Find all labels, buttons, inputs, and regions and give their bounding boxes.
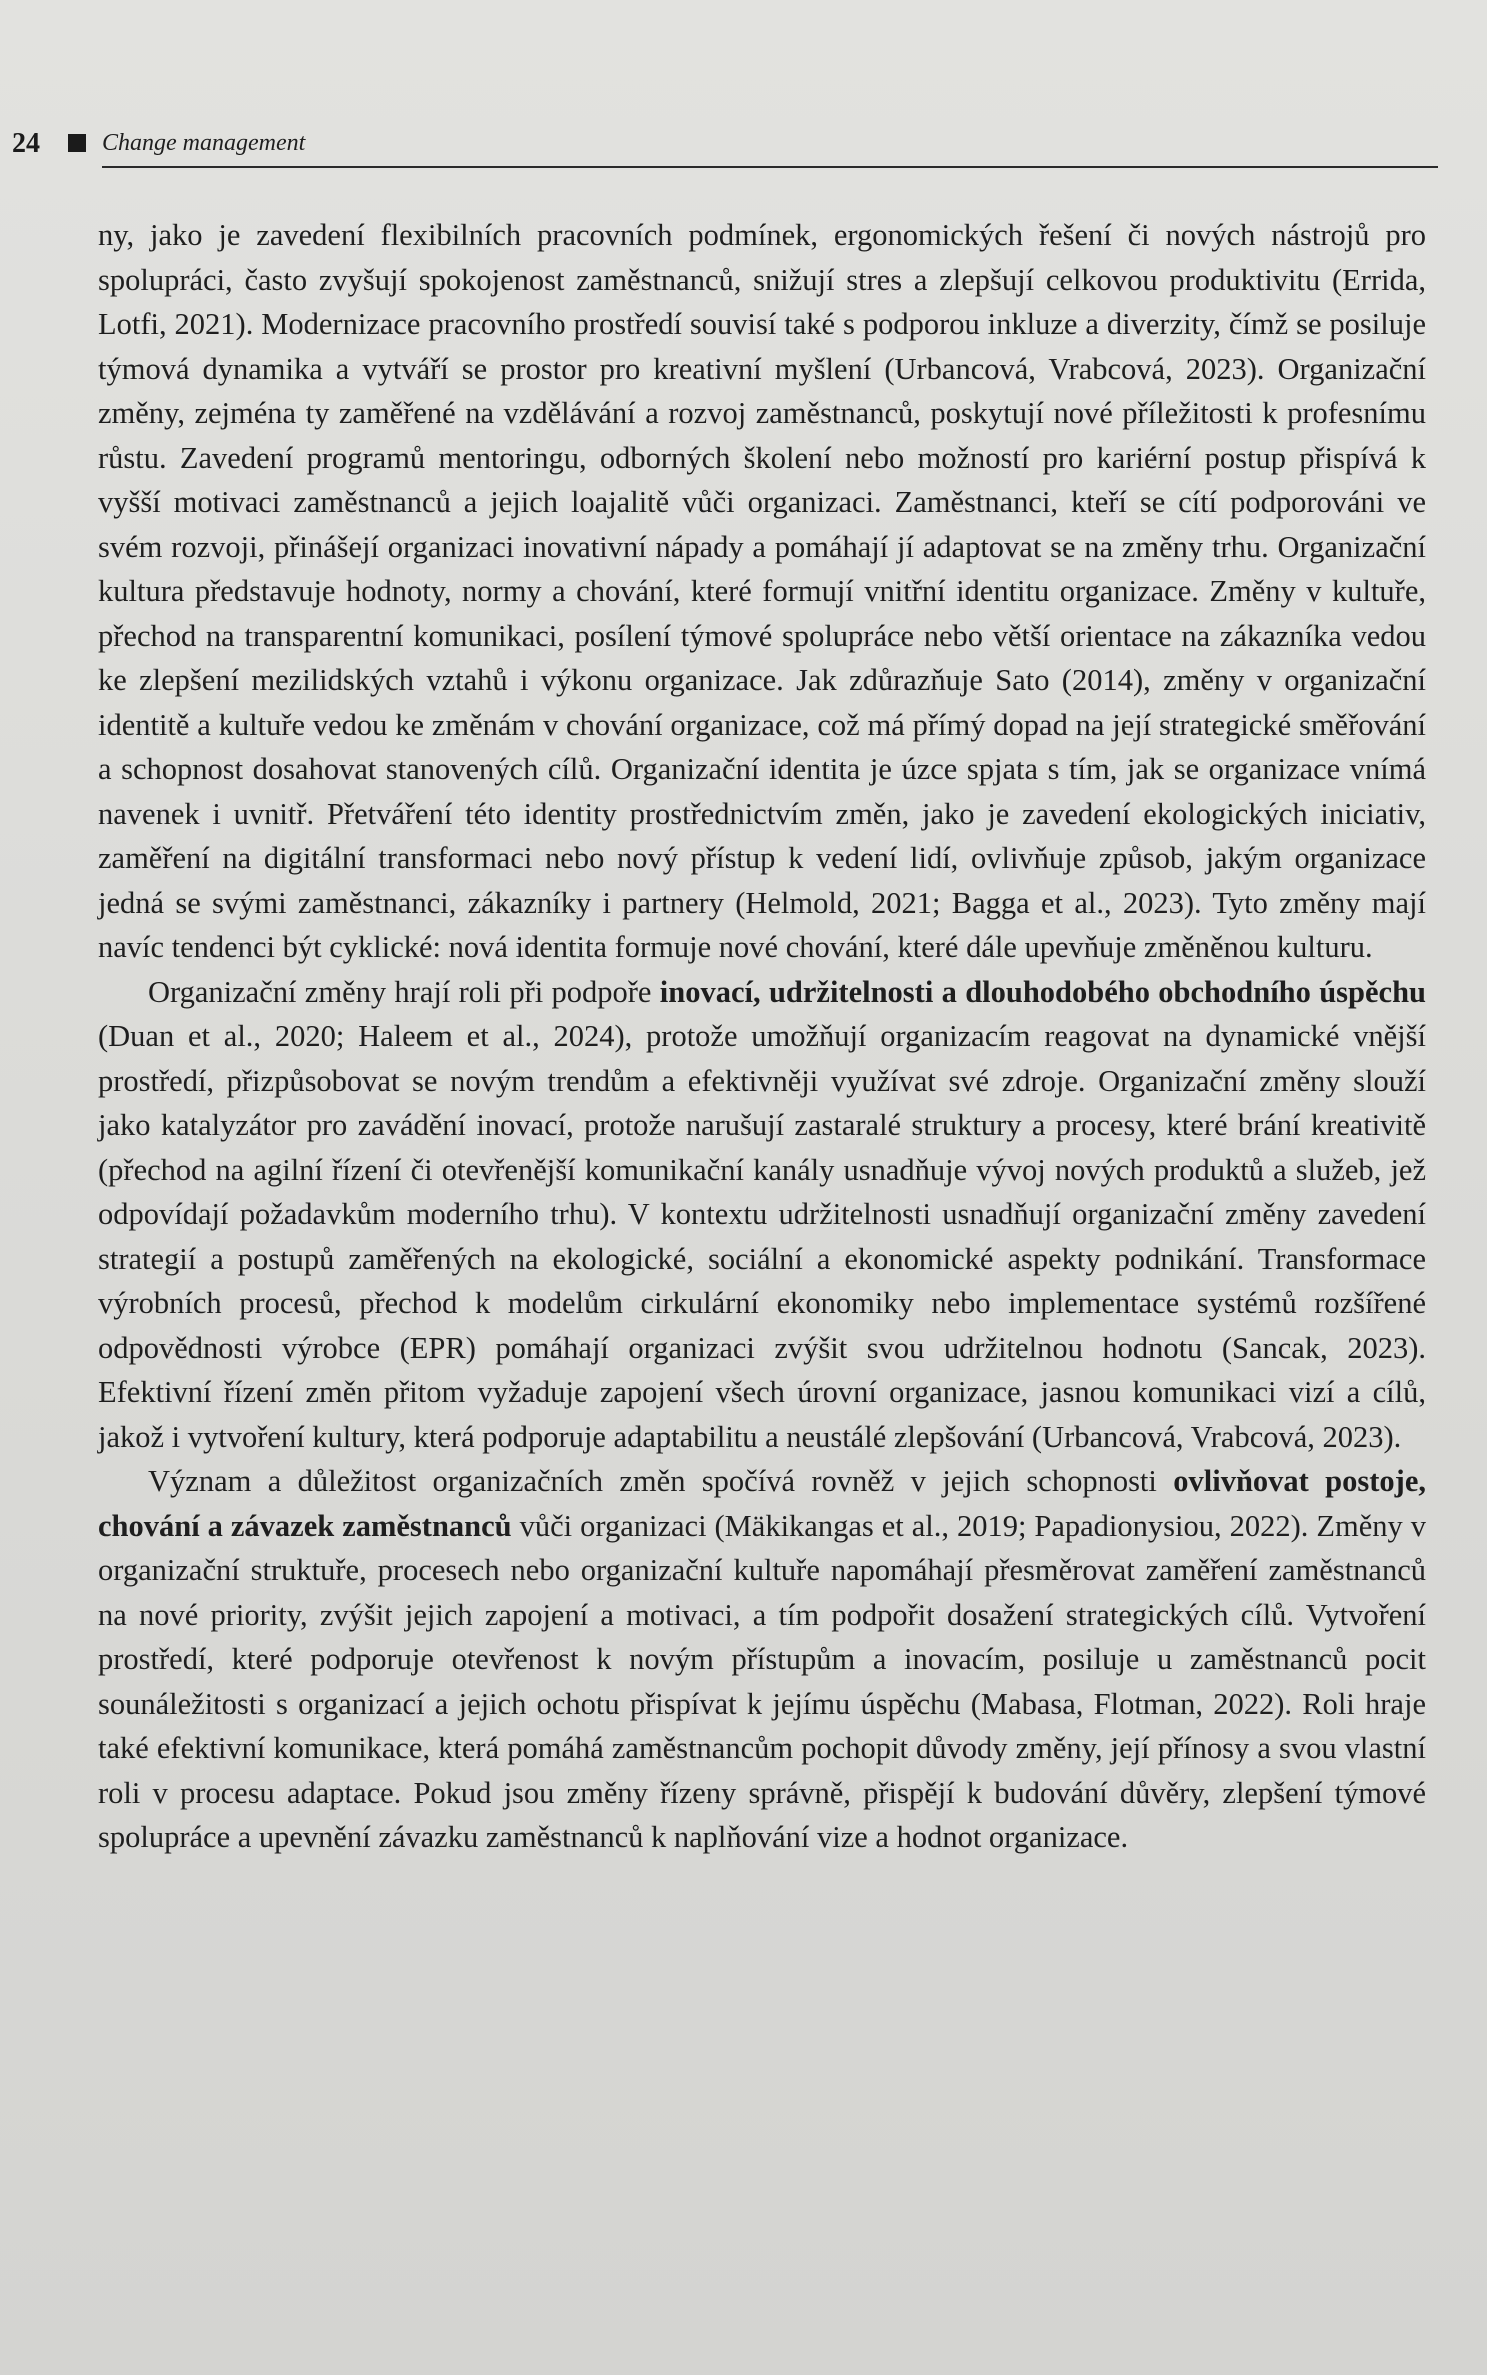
bold-phrase: ovlivňovat postoje, chování a závazek zaměstnanců xyxy=(98,1464,1426,1543)
body-text xyxy=(98,213,1426,1860)
paragraph xyxy=(98,1459,1426,1860)
paragraph xyxy=(98,213,1426,970)
text-segment: ny, jako je zavedení flexibilních pracovních podmínek, ergonomických řešení či nových nástrojů pro spolupráci, často zvyšují spokojenost zaměstnanců, snižují stres a zlepšují celkovou produktivitu (Errida, Lotfi, 2021). Modernizace pracovního prostředí souvisí také s podporou inkluze a diverzity, čímž se posiluje týmová dynamika a vytváří se prostor pro kreativní myšlení (Urbancová, Vrabcová, 2023). Organizační změny, zejména ty zaměřené na vzdělávání a rozvoj zaměstnanců, poskytují nové příležitosti k profesnímu růstu. Zavedení programů mentoringu, odborných školení nebo možností pro kariérní postup přispívá k vyšší motivaci zaměstnanců a jejich loajalitě vůči organizaci. Zaměstnanci, kteří se cítí podporováni ve svém rozvoji, přinášejí organizaci inovativní nápady a pomáhají jí adaptovat se na změny trhu. Organizační kultura představuje hodnoty, normy a chování, které formují vnitřní identitu organizace. Změny v kultuře, přechod na transparentní komunikaci, posílení týmové spolupráce nebo větší orientace na zákazníka vedou ke zlepšení mezilidských vztahů i výkonu organizace. Jak zdůrazňuje Sato (2014), změny v organizační identitě a kultuře vedou ke změnám v chování organizace, což má přímý dopad na její strategické směřování a schopnost dosahovat stanovených cílů. Organizační identita je úzce spjata s tím, jak se organizace vnímá navenek i uvnitř. Přetváření této identity prostřednictvím změn, jako je zavedení ekologických iniciativ, zaměření na digitální transformaci nebo nový přístup k vedení lidí, ovlivňuje způsob, jakým organizace jedná se svými zaměstnanci, zákazníky i partnery (Helmold, 2021; Bagga et al., 2023). Tyto změny mají navíc tendenci být cyklické: nová identita formuje nové chování, které dále upevňuje změněnou kulturu. xyxy=(98,218,1426,964)
text-segment: Organizační změny hrají roli při podpoře xyxy=(148,974,660,1009)
text-segment: (Duan et al., 2020; Haleem et al., 2024), protože umožňují organizacím reagovat na dynamické vnější prostředí, přizpůsobovat se novým trendům a efektivněji využívat své zdroje. Organizační změny slouží jako katalyzátor pro zavádění inovací, protože narušují zastaralé struktury a procesy, které brání kreativitě (přechod na agilní řízení či otevřenější komunikační kanály usnadňuje vývoj nových produktů a služeb, jež odpovídají požadavkům moderního trhu). V kontextu udržitelnosti usnadňují organizační změny zavedení strategií a postupů zaměřených na ekologické, sociální a ekonomické aspekty podnikání. Transformace výrobních procesů, přechod k modelům cirkulární ekonomiky nebo implementace systémů rozšířené odpovědnosti výrobce (EPR) pomáhají organizaci zvýšit svou udržitelnou hodnotu (Sancak, 2023). Efektivní řízení změn přitom vyžaduje zapojení všech úrovní organizace, jasnou komunikaci vizí a cílů, jakož i vytvoření kultury, která podporuje adaptabilitu a neustálé zlepšování (Urbancová, Vrabcová, 2023). xyxy=(98,1019,1426,1454)
header-rule xyxy=(102,166,1438,168)
page-number: 24 xyxy=(12,128,40,159)
page-header xyxy=(12,122,1432,172)
text-segment: Význam a důležitost organizačních změn spočívá rovněž v jejich schopnosti xyxy=(148,1464,1174,1498)
paragraph xyxy=(98,970,1426,1460)
bold-phrase: inovací, udržitelnosti a dlouhodobého obchodního úspěchu xyxy=(659,974,1426,1009)
text-segment: vůči organizaci (Mäkikangas et al., 2019; Papadionysiou, 2022). Změny v organizační struktuře, procesech nebo organizační kultuře napomáhají přesměrovat zaměření zaměstnanců na nové priority, zvýšit jejich zapojení a motivaci, a tím podpořit dosažení strategických cílů. Vytvoření prostředí, které podporuje otevřenost k novým přístupům a inovacím, posiluje u zaměstnanců pocit sounáležitosti s organizací a jejich ochotu přispívat k jejímu úspěchu (Mabasa, Flotman, 2022). Roli hraje také efektivní komunikace, která pomáhá zaměstnancům pochopit důvody změny, její přínosy a svou vlastní roli v procesu adaptace. Pokud jsou změny řízeny správně, přispějí k budování důvěry, zlepšení týmové spolupráce a upevnění závazku zaměstnanců k naplňování vize a hodnot organizace. xyxy=(98,1508,1426,1854)
header-square-icon xyxy=(68,134,86,152)
running-title: Change management xyxy=(102,130,306,156)
